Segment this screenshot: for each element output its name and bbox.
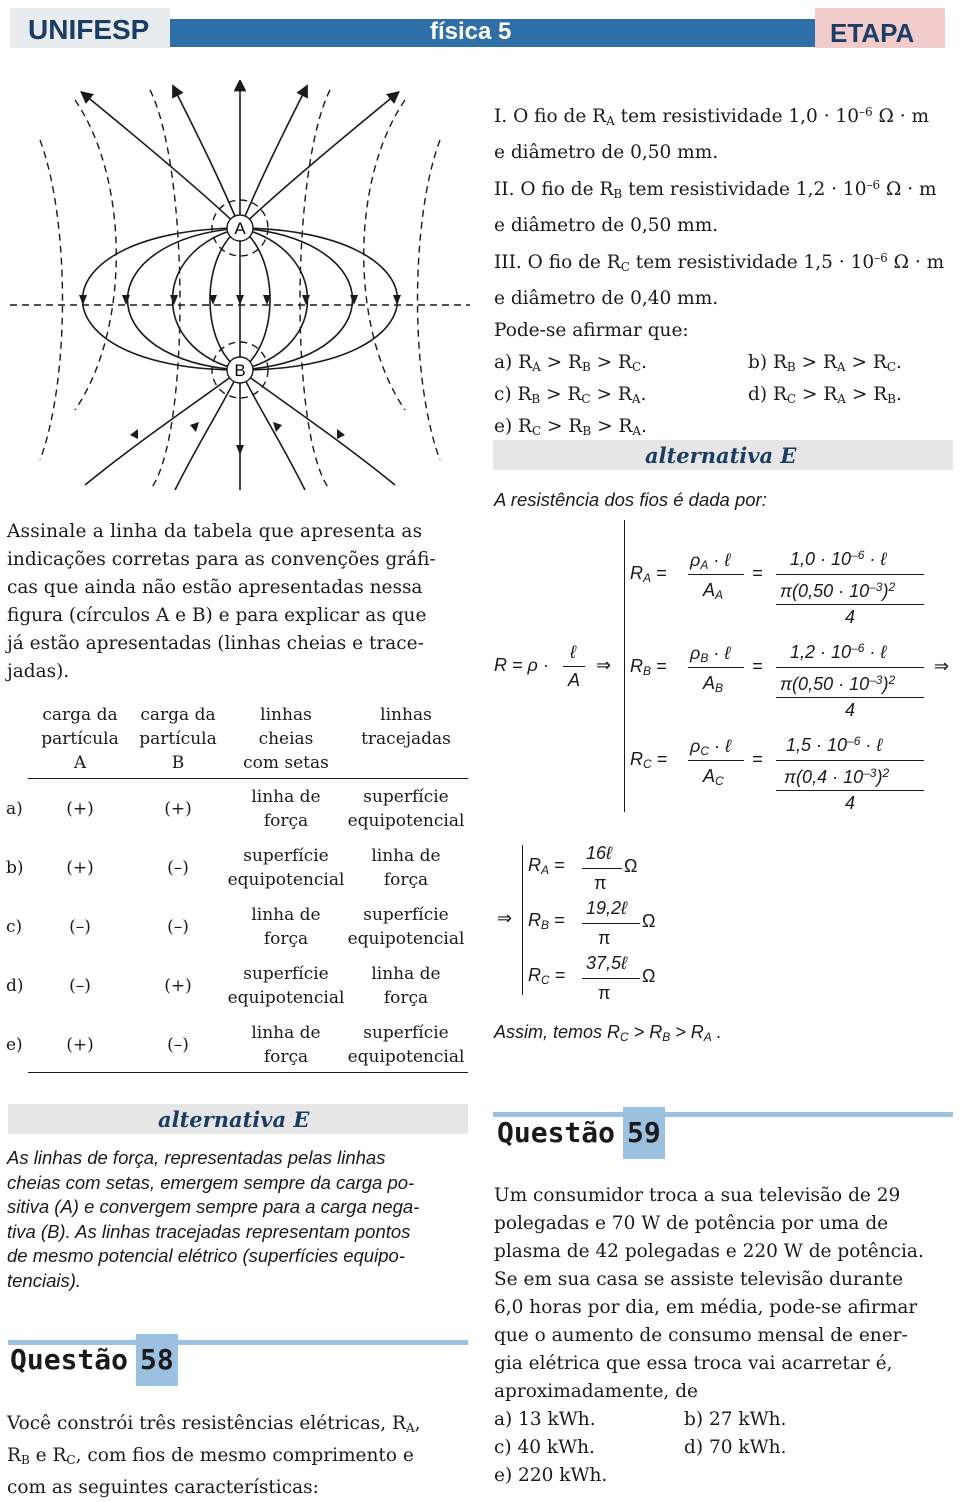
frac-line [582,923,640,924]
header-title-right: ETAPA [830,18,915,48]
ra-result: $R_A$ = [528,855,565,877]
q57-line: já estão apresentadas (linhas cheias e trace- [7,633,424,654]
q59-line: aproximadamente, de [494,1381,698,1402]
equals: = [752,749,763,769]
table-cell-a: (+) [66,858,94,878]
q57-answer: alternativa E [158,1107,310,1132]
q58-intro-text: com as seguintes características: [7,1477,319,1498]
implies-icon: ⇒ [934,656,950,676]
formula-r: R = ρ · [494,655,549,675]
frac-num: 37,5ℓ [586,953,627,973]
table-header-rule [28,778,468,779]
q57-line: jadas). [7,661,70,682]
bracket-line [624,520,625,812]
conclusion-text: Assim, temos R [494,1022,621,1042]
q58-item: II. O fio de $R_B$ tem resistividade $1,2 \cdot 10^{-6}$ Ω · m [494,178,937,201]
header-cell: carga da [42,705,118,725]
explanation-line: cheias com setas, emergem sempre da carga po- [7,1171,415,1193]
q58-option-row [494,379,960,411]
table-header-a [30,703,130,775]
table-cell-tracejadas: superfície equipotencial [347,905,465,949]
frac-den: 4 [845,607,856,627]
option-d: d) $R_C > R_A > R_B$. [748,384,902,406]
table-bottom-rule [28,1072,468,1073]
frac-den: $\pi(0,50 \cdot 10^{-3})^2$ [780,580,896,601]
q57-line: cas que ainda não estão apresentadas nessa [7,577,423,598]
q58-item: I. O fio de $R_A$ tem resistividade $1,0 \cdot 10^{-6}$ Ω · m [494,105,930,128]
q58-intro-text: Você constrói três resistências elétricas, R [7,1413,406,1434]
q57-explanation [7,1146,472,1293]
q59-heading-label: Questão [497,1116,616,1149]
explanation-line: tenciais). [7,1269,82,1291]
header-cell: tracejadas [361,729,451,749]
table-cell-cheias: linha de força [251,1023,321,1067]
frac-line [688,760,744,761]
q58-item: III. O fio de $R_C$ tem resistividade $1,5 \cdot 10^{-6}$ Ω · m [494,251,945,274]
q58-item-line2: e diâmetro de 0,50 mm. [494,215,719,236]
q59-line: gia elétrica que essa troca vai acarretar é, [494,1353,893,1374]
header-cell: com setas [243,753,329,773]
table-cell-b: (+) [164,976,192,996]
frac-line [582,868,622,869]
q59-line: plasma de 42 polegadas e 220 W de potência. [494,1241,924,1262]
frac-num: 16ℓ [586,843,612,863]
q57-text [7,518,472,686]
frac-line [776,697,924,698]
rb-result: $R_B$ = [528,910,565,932]
q58-answer-band [493,440,953,470]
table-row-label: e) [6,1035,23,1055]
table-cell-tracejadas: linha de força [371,846,441,890]
table-cell-tracejadas: linha de força [371,964,441,1008]
frac-line [688,667,744,668]
unit: Ω [642,966,656,986]
frac-den: $\pi(0,4 \cdot 10^{-3})^2$ [784,766,890,787]
explanation-line: As linhas de força, representadas pelas linhas [7,1147,386,1168]
option-e: e) $R_C > R_B > R_A$. [494,416,647,438]
header-cell: linhas [380,705,432,725]
table-cell-b: (–) [167,858,189,878]
frac-den: $\pi(0,50 \cdot 10^{-3})^2$ [780,673,896,694]
frac-den: $A_A$ [703,580,724,602]
rb-formula: $R_B$ = [630,656,667,678]
explanation-line: tiva (B). As linhas tracejadas representam pontos [7,1220,411,1242]
header-left-box [10,8,170,48]
field-lines-figure [0,80,480,490]
q58-answer: alternativa E [645,443,797,468]
q57-line: figura (círculos A e B) e para explicar as que [7,605,427,626]
frac-num: $1,0 \cdot 10^{-6}$ · ℓ [790,548,887,569]
q59-heading-number: 59 [623,1107,665,1159]
explanation-line: sitiva (A) e convergem sempre para a carga nega- [7,1196,420,1217]
q59-line: Um consumidor troca a sua televisão de 29 [494,1185,901,1206]
q58-item-line2: e diâmetro de 0,40 mm. [494,288,719,309]
table-cell-cheias: superfície equipotencial [227,964,345,1008]
unit: Ω [642,911,656,931]
table-cell-cheias: superfície equipotencial [227,846,345,890]
frac-line [582,978,640,979]
bracket-line [522,845,523,995]
table-row-label: b) [6,858,24,878]
option-a: a) 13 kWh. [494,1409,596,1430]
table-cell-a: (–) [69,917,91,937]
frac-num: 19,2ℓ [586,898,627,918]
q59-line: que o aumento de consumo mensal de ener- [494,1325,908,1346]
header-title-left: UNIFESP [28,14,150,45]
frac-den: $A_B$ [703,673,724,695]
frac-den: π [594,873,607,893]
table-cell-cheias: linha de força [251,905,321,949]
q58-question: Pode-se afirmar que: [494,320,689,341]
q57-line: Assinale a linha da tabela que apresenta as [7,521,423,542]
option-b: b) 27 kWh. [684,1409,787,1430]
header-title-middle: física 5 [430,18,512,45]
q58-heading-label: Questão [10,1343,129,1376]
explanation-line: de mesmo potencial elétrico (superfícies equipo- [7,1245,405,1266]
q57-answer-band [8,1104,468,1134]
table-row-label: c) [6,917,23,937]
q59-option-row [494,1406,960,1434]
frac-num: $1,2 \cdot 10^{-6}$ · ℓ [790,641,887,662]
charge-b-label: B [234,361,246,380]
formula-a: A [568,670,581,690]
table-header-b [128,703,228,775]
header-cell: partícula [41,729,119,749]
option-e: e) 220 kWh. [494,1465,608,1486]
header-cell: A [73,753,87,773]
table-cell-b: (–) [167,917,189,937]
option-c: c) $R_B > R_C > R_A$. [494,384,647,406]
frac-num: $\rho_B$ · ℓ [690,643,731,665]
rc-formula: $R_C$ = [630,749,668,771]
charge-a-label: A [234,219,246,238]
q59-text [494,1182,960,1490]
q58-solution-intro: A resistência dos fios é dada por: [494,489,767,510]
frac-line [776,604,924,605]
q59-option-row [494,1434,960,1462]
table-cell-a: (+) [66,799,94,819]
header-right-box [815,8,945,48]
q58-item-line2: e diâmetro de 0,50 mm. [494,142,719,163]
header-cell: carga da [140,705,216,725]
q59-line: Se em sua casa se assiste televisão durante [494,1269,904,1290]
table-row-label: d) [6,976,24,996]
frac-den: π [598,928,611,948]
frac-line [776,760,924,761]
q58-heading-number: 58 [136,1334,178,1386]
frac-line [563,666,585,667]
formula-l: ℓ [570,642,576,662]
frac-num: $1,5 \cdot 10^{-6}$ · ℓ [786,734,883,755]
ra-formula: $R_A$ = [630,563,667,585]
option-b: b) $R_B > R_A > R_C$. [748,352,902,374]
header-cell: linhas [260,705,312,725]
table-cell-tracejadas: superfície equipotencial [347,1023,465,1067]
q59-line: 6,0 horas por dia, em média, pode-se afirmar [494,1297,918,1318]
frac-line [688,574,744,575]
option-a: a) $R_A > R_B > R_C$. [494,352,648,374]
frac-line [776,667,924,668]
table-header-tracejadas [346,703,466,751]
q58-option-row [494,347,960,379]
table-cell-b: (–) [167,1035,189,1055]
frac-den: $A_C$ [703,766,724,788]
option-d: d) 70 kWh. [684,1437,787,1458]
table-cell-a: (–) [69,976,91,996]
rc-result: $R_C$ = [528,965,566,987]
frac-line [776,790,924,791]
q59-line: polegadas e 70 W de potência por uma de [494,1213,889,1234]
q58-intro: Você constrói três resistências elétricas, $R_A$, $R_B$ e $R_C$, com fios de mesmo comprimento e com as seguintes características: [7,1410,477,1502]
frac-num: $\rho_A$ · ℓ [690,550,731,572]
table-cell-tracejadas: superfície equipotencial [347,787,465,831]
header-cell: partícula [139,729,217,749]
equals: = [752,563,763,583]
table-header-cheias [226,703,346,775]
frac-line [776,574,924,575]
q58-items [494,96,960,447]
implies-icon: ⇒ [497,908,513,928]
table-cell-b: (+) [164,799,192,819]
table-cell-cheias: linha de força [251,787,321,831]
table-row-label: a) [6,799,23,819]
option-c: c) 40 kWh. [494,1437,595,1458]
header-cell: cheias [258,729,314,749]
implies-icon: ⇒ [596,655,612,675]
q57-line: indicações corretas para as convenções gráfi- [7,549,436,570]
frac-den: 4 [845,700,856,720]
table-cell-a: (+) [66,1035,94,1055]
q58-conclusion: Assim, temos $R_C > R_B > R_A$ . [494,1022,722,1044]
header-cell: B [171,753,185,773]
frac-den: 4 [845,793,856,813]
q58-intro-text: R [7,1445,21,1466]
frac-den: π [598,983,611,1003]
unit: Ω [624,856,638,876]
frac-num: $\rho_C$ · ℓ [690,736,731,758]
equals: = [752,656,763,676]
